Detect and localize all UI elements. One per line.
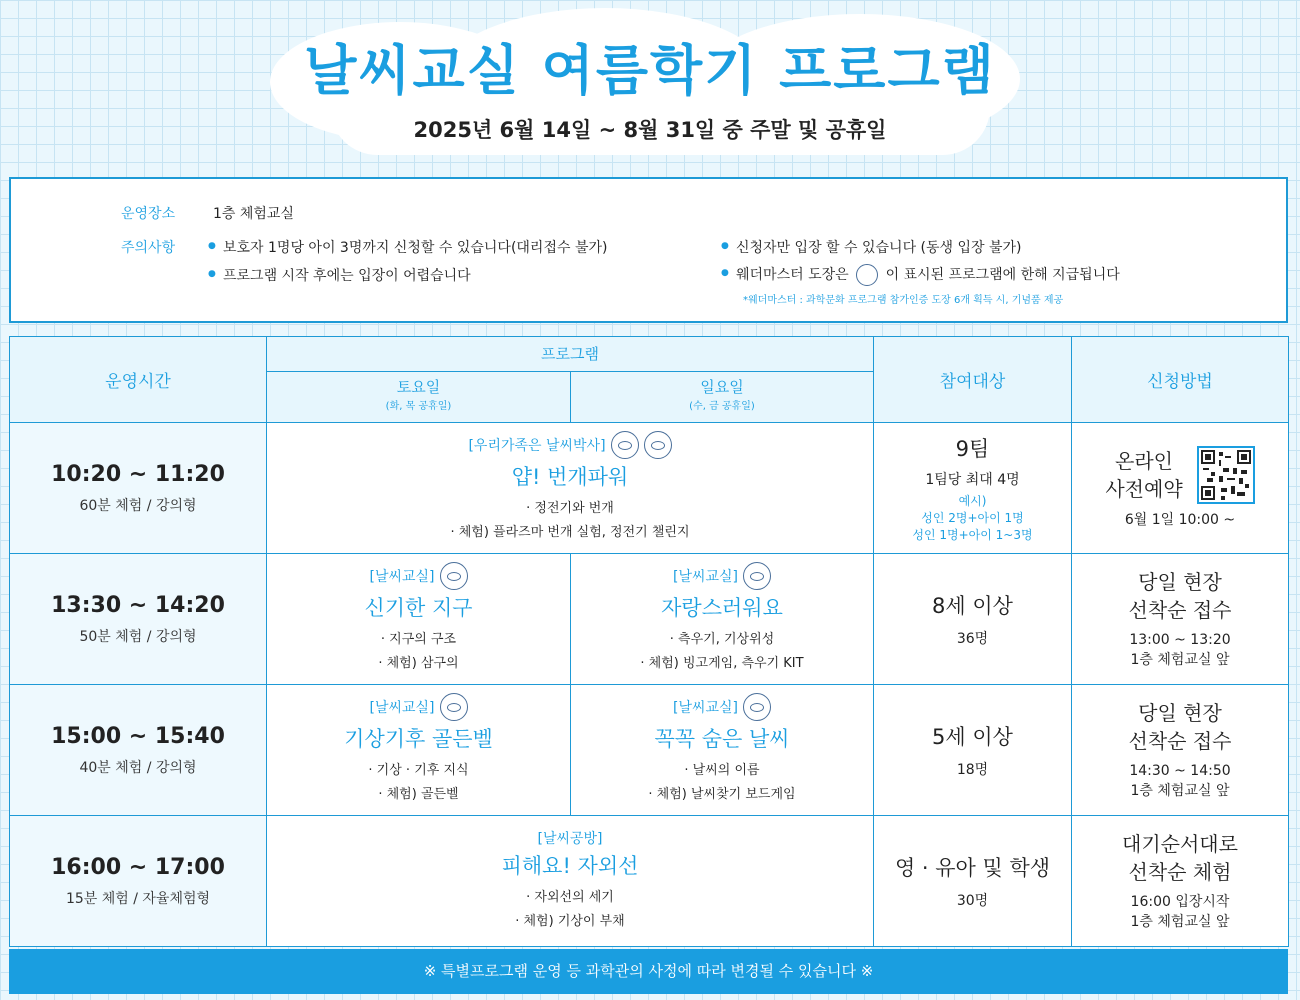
target-cell	[874, 685, 1072, 816]
time-cell	[10, 685, 267, 816]
apply-line: 선착순 접수	[1128, 598, 1232, 622]
qr-code-icon[interactable]	[1197, 446, 1255, 504]
weather-master-stamp-icon	[440, 562, 468, 590]
target-main: 5세 이상	[932, 725, 1013, 749]
program-tag	[673, 693, 771, 721]
target-example-line: 성인 2명+아이 1명	[921, 510, 1024, 525]
target-main: 영 · 유아 및 학생	[894, 856, 1051, 880]
notice-right-2-after: 이 표시된 프로그램에 한해 지급됩니다	[885, 267, 1120, 283]
duration: 15분 체험 / 자율체험형	[65, 890, 211, 907]
program-cell	[267, 816, 874, 947]
apply-line: 당일 현장	[1138, 701, 1222, 725]
program-desc	[571, 759, 873, 807]
header-saturday-sub: (화, 목 공휴일)	[385, 401, 452, 412]
time-range: 13:30 ~ 14:20	[51, 592, 225, 618]
apply-sub	[1072, 761, 1288, 801]
program-tag	[369, 693, 467, 721]
notice-right-2-before: 웨더마스터 도장은	[736, 267, 849, 283]
target-sub: 1팀당 최대 4명	[925, 471, 1020, 488]
page-subtitle: 2025년 6월 14일 ~ 8월 31일 중 주말 및 공휴일	[413, 118, 887, 142]
table-row	[10, 423, 1289, 554]
apply-sub-line: 1층 체험교실 앞	[1130, 914, 1230, 930]
apply-sub-line: 14:30 ~ 14:50	[1129, 763, 1231, 779]
target-cell	[874, 423, 1072, 554]
weather-master-stamp-icon	[440, 693, 468, 721]
apply-main	[1072, 830, 1288, 886]
program-tag	[468, 431, 671, 459]
apply-cell	[1072, 816, 1289, 947]
time-range: 10:20 ~ 11:20	[51, 461, 225, 487]
target-example-line: 성인 1명+아이 1~3명	[912, 527, 1033, 542]
header-sunday-sub: (수, 금 공휴일)	[689, 401, 755, 412]
program-cell-saturday	[267, 685, 571, 816]
program-desc-line: · 날씨의 이름	[684, 763, 760, 778]
program-title: 피해요! 자외선	[501, 854, 639, 878]
apply-sub-line: 13:00 ~ 13:20	[1129, 632, 1231, 648]
program-desc-line: · 정전기와 번개	[526, 501, 614, 516]
apply-cell	[1072, 685, 1289, 816]
program-tag	[537, 828, 602, 848]
program-desc-line: · 체험) 플라즈마 번개 실험, 정전기 챌린지	[450, 525, 690, 540]
program-desc-line: · 체험) 기상이 부채	[515, 914, 625, 929]
program-tag-text: [날씨교실]	[672, 700, 739, 716]
program-desc-line: · 체험) 날씨찾기 보드게임	[648, 787, 796, 802]
apply-sub	[1072, 630, 1288, 670]
program-desc	[267, 497, 873, 545]
program-tag	[673, 562, 771, 590]
program-desc-line: · 지구의 구조	[380, 632, 457, 647]
notice-label: 주의사항	[121, 240, 176, 256]
notice-right-1: ● 신청자만 입장 할 수 있습니다 (동생 입장 불가)	[736, 237, 1022, 257]
notice-left-1: ● 보호자 1명당 아이 3명까지 신청할 수 있습니다(대리접수 불가)	[223, 237, 607, 257]
time-cell	[10, 816, 267, 947]
program-desc	[267, 628, 570, 676]
apply-sub: 6월 1일 10:00 ~	[1124, 512, 1236, 528]
weather-master-stamp-icon	[743, 562, 771, 590]
location-value: 1층 체험교실	[213, 206, 294, 222]
program-title: 자랑스러워요	[661, 596, 783, 620]
program-tag-text: [날씨공방]	[537, 831, 603, 847]
duration: 50분 체험 / 강의형	[79, 628, 197, 645]
apply-main	[1105, 447, 1182, 503]
table-row	[10, 554, 1289, 685]
header-target: 참여대상	[874, 337, 1072, 423]
duration: 40분 체험 / 강의형	[79, 759, 197, 776]
program-desc	[267, 886, 873, 934]
program-tag-text: [날씨교실]	[369, 569, 435, 585]
program-desc-line: · 기상 · 기후 지식	[368, 763, 469, 778]
table-row	[10, 816, 1289, 947]
page-title: 날씨교실 여름학기 프로그램	[304, 39, 996, 102]
program-desc-line: · 측우기, 기상위성	[669, 632, 775, 647]
apply-sub-line: 1층 체험교실 앞	[1130, 783, 1230, 799]
target-sub: 18명	[956, 762, 989, 778]
target-sub: 30명	[956, 893, 989, 909]
target-main: 9팀	[955, 436, 990, 461]
header-program: 프로그램	[267, 337, 874, 372]
apply-line: 사전예약	[1105, 477, 1183, 501]
apply-main	[1072, 568, 1288, 624]
time-range: 16:00 ~ 17:00	[51, 854, 225, 880]
header-sunday	[571, 372, 874, 423]
target-cell	[874, 816, 1072, 947]
apply-cell	[1072, 423, 1289, 554]
program-title: 얍! 번개파워	[511, 465, 629, 489]
program-title: 꼭꼭 숨은 날씨	[654, 727, 790, 751]
program-title: 기상기후 골든벨	[344, 727, 493, 751]
target-main: 8세 이상	[932, 594, 1013, 618]
location-label: 운영장소	[121, 206, 176, 222]
target-examples	[874, 493, 1071, 544]
program-cell	[267, 423, 874, 554]
program-tag-text: [우리가족은 날씨박사]	[468, 438, 606, 454]
program-desc-line: · 체험) 삼구의	[378, 656, 459, 671]
weather-master-stamp-icon	[644, 431, 672, 459]
program-cell-sunday	[571, 554, 874, 685]
target-cell	[874, 554, 1072, 685]
time-cell	[10, 554, 267, 685]
apply-line: 선착순 체험	[1128, 860, 1232, 884]
notice-left-2: ● 프로그램 시작 후에는 입장이 어렵습니다	[223, 265, 471, 285]
apply-line: 선착순 접수	[1128, 729, 1232, 753]
schedule-table	[9, 336, 1289, 947]
apply-line: 온라인	[1115, 449, 1173, 473]
apply-sub-line: 1층 체험교실 앞	[1130, 652, 1230, 668]
duration: 60분 체험 / 강의형	[79, 497, 197, 514]
table-row	[10, 685, 1289, 816]
program-desc-line: · 체험) 골든벨	[378, 787, 459, 802]
weather-master-stamp-icon	[611, 431, 639, 459]
program-title: 신기한 지구	[364, 596, 473, 620]
notice-right-2	[736, 264, 1120, 286]
info-panel	[9, 177, 1288, 323]
apply-main	[1072, 699, 1288, 755]
target-sub: 36명	[956, 631, 989, 647]
program-tag-text: [날씨교실]	[369, 700, 435, 716]
program-desc-line: · 자외선의 세기	[526, 890, 614, 905]
header-saturday-label: 토요일	[396, 378, 441, 396]
program-cell-sunday	[571, 685, 874, 816]
program-desc-line: · 체험) 빙고게임, 측우기 KIT	[640, 656, 804, 671]
weather-master-stamp-icon	[743, 693, 771, 721]
header-time: 운영시간	[10, 337, 267, 423]
apply-sub	[1072, 892, 1288, 932]
program-tag-text: [날씨교실]	[672, 569, 739, 585]
program-desc	[571, 628, 873, 676]
apply-line: 대기순서대로	[1122, 832, 1238, 856]
program-tag	[369, 562, 467, 590]
apply-cell	[1072, 554, 1289, 685]
program-cell-saturday	[267, 554, 571, 685]
footer-notice: ※ 특별프로그램 운영 등 과학관의 사정에 따라 변경될 수 있습니다 ※	[9, 949, 1288, 994]
header-sunday-label: 일요일	[700, 378, 744, 396]
apply-line: 당일 현장	[1138, 570, 1222, 594]
header-apply: 신청방법	[1072, 337, 1289, 423]
time-range: 15:00 ~ 15:40	[51, 723, 225, 749]
target-example-line: 예시)	[958, 493, 987, 508]
header-saturday	[267, 372, 571, 423]
program-desc	[267, 759, 570, 807]
time-cell	[10, 423, 267, 554]
weather-master-stamp-icon	[856, 264, 878, 286]
apply-sub-line: 16:00 입장시작	[1130, 894, 1230, 910]
notice-note: *웨더마스터 : 과학문화 프로그램 참가인증 도장 6개 획득 시, 기념품 제공	[743, 295, 1064, 306]
